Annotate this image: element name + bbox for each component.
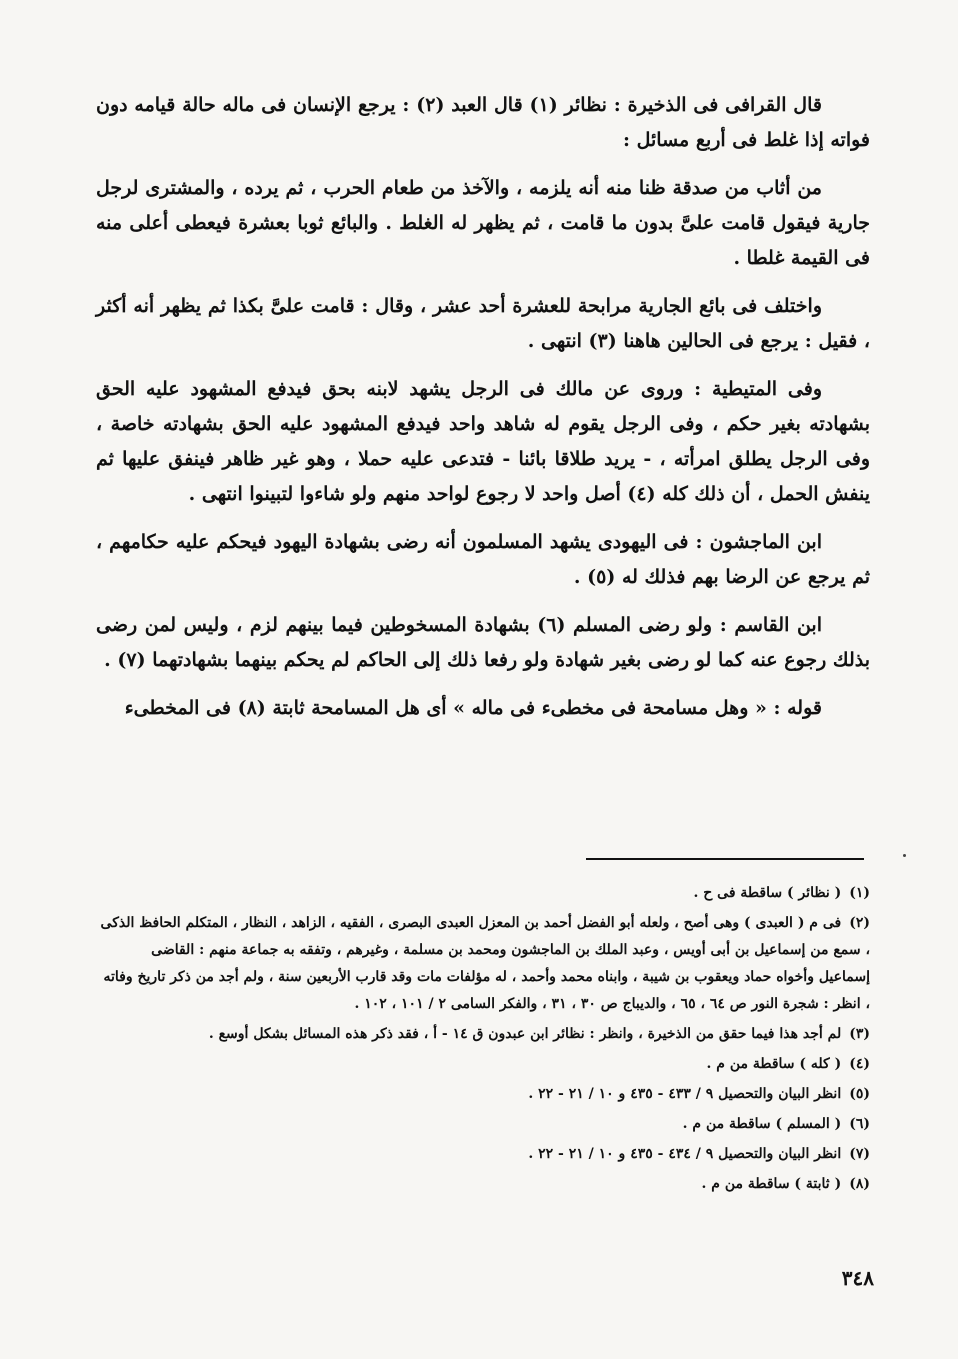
- footnote-text: انظر البيان والتحصيل ٩ / ٤٣٣ - ٤٣٥ و ١٠ / ٢١ - ٢٢ .: [528, 1086, 842, 1102]
- main-text: [96, 88, 870, 739]
- footnote-5: [100, 1081, 870, 1108]
- footnote-number: (٦): [849, 1116, 870, 1132]
- footnote-text: انظر البيان والتحصيل ٩ / ٤٣٤ - ٤٣٥ و ١٠ / ٢١ - ٢٢ .: [528, 1146, 842, 1162]
- footnote-divider: [586, 858, 864, 860]
- footnote-1: [100, 880, 870, 907]
- footnote-text: ( المسلم ) ساقطة من م .: [682, 1116, 842, 1132]
- footnote-text: ( نظائر ) ساقطة فى ح .: [693, 885, 842, 901]
- paragraph-3: واختلف فى بائع الجارية مرابحة للعشرة أحد عشر ، وقال : قامت علىَّ بكذا ثم يظهر أنه أكثر ، فقيل : يرجع فى الحالين هاهنا (٣) انتهى .: [96, 295, 870, 352]
- footnote-number: (٥): [849, 1086, 870, 1102]
- footnote-number: (٣): [849, 1026, 870, 1042]
- footnotes: [100, 880, 870, 1201]
- page-number: ٣٤٨: [841, 1266, 874, 1290]
- margin-mark: [903, 854, 906, 857]
- paragraph-6: ابن القاسم : ولو رضى المسلم (٦) بشهادة المسخوطين فيما بينهم لزم ، وليس لمن رضى بذلك رجوع عنه كما لو رضى بغير شهادة ولو رفعا ذلك إلى الحاكم لم يحكم بينهما بشهادتهما (٧) .: [96, 614, 870, 671]
- footnote-text: ( ثابتة ) ساقطة من م .: [701, 1176, 842, 1192]
- footnote-number: (١): [849, 885, 870, 901]
- footnote-4: [100, 1051, 870, 1078]
- footnote-3: [100, 1021, 870, 1048]
- paragraph-5: ابن الماجشون : فى اليهودى يشهد المسلمون أنه رضى بشهادة اليهود فيحكم عليه حكامهم ، ثم يرجع عن الرضا بهم فذلك له (٥) .: [96, 531, 870, 588]
- footnote-number: (٧): [849, 1146, 870, 1162]
- footnote-number: (٨): [849, 1176, 870, 1192]
- footnote-text: فى م ( العبدى ) وهى أصح ، ولعله أبو الفضل أحمد بن المعزل العبدى البصرى ، الفقيه ، الزاهد ، النظار ، المتكلم الحافظ الذكى ، سمع من إسماعيل بن أبى أويس ، وعبد الملك بن الماجشون ومحمد بن مسلمة ، وغيرهم ، وتفقه به جماعة منهم : القاضى إسماعيل وأخواه حماد ويعقوب بن شيبة ، وابناه محمد وأحمد ، له مؤلفات مات وقد قارب الأربعين سنة ، ولم أجد من ذكر تاريخ وفاته ، انظر : شجرة النور ص ٦٤ ، ٦٥ ، والديباج ص ٣٠ ، ٣١ ، والفكر السامى ٢ / ١٠١ ، ١٠٢ .: [100, 915, 870, 1012]
- footnote-text: ( كله ) ساقطة من م .: [706, 1056, 842, 1072]
- paragraph-4: وفى المتيطية : وروى عن مالك فى الرجل يشهد لابنه بحق فيدفع المشهود عليه الحق بشهادته بغير حكم ، وفى الرجل يقوم له شاهد واحد فيدفع المشهود عليه الحق بشهادته خاصة ، وفى الرجل يطلق امرأته ، - يريد طلاقا بائنا - فتدعى عليه حملا ، وهو غير ظاهر فينفق عليها ثم ينفش الحمل ، أن ذلك كله (٤) أصل واحد لا رجوع لواحد منهم ولو شاءوا لتبينوا انتهى .: [96, 378, 870, 505]
- paragraph-7: قوله : « وهل مسامحة فى مخطىء فى ماله » أى هل المسامحة ثابتة (٨) فى المخطىء: [124, 697, 822, 719]
- footnote-number: (٢): [849, 915, 870, 931]
- paragraph-2: من أثاب من صدقة ظنا منه أنه يلزمه ، والآخذ من طعام الحرب ، ثم يرده ، والمشترى لرجل جارية فيقول قامت علىَّ بدون ما قامت ، ثم يظهر له الغلط . والبائع ثوبا بعشرة فيعطى أعلى منه فى القيمة غلطا .: [96, 177, 870, 269]
- footnote-6: [100, 1111, 870, 1138]
- footnote-text: لم أجد هذا فيما حقق من الذخيرة ، وانظر : نظائر ابن عبدون ق ١٤ - أ ، فقد ذكر هذه المسائل بشكل أوسع .: [208, 1026, 842, 1042]
- paragraph-1: قال القرافى فى الذخيرة : نظائر (١) قال العبد (٢) : يرجع الإنسان فى ماله حالة قيامه دون فواته إذا غلط فى أربع مسائل :: [96, 94, 870, 151]
- footnote-2: [100, 910, 870, 1018]
- footnote-7: [100, 1141, 870, 1168]
- footnote-8: [100, 1171, 870, 1198]
- footnote-number: (٤): [849, 1056, 870, 1072]
